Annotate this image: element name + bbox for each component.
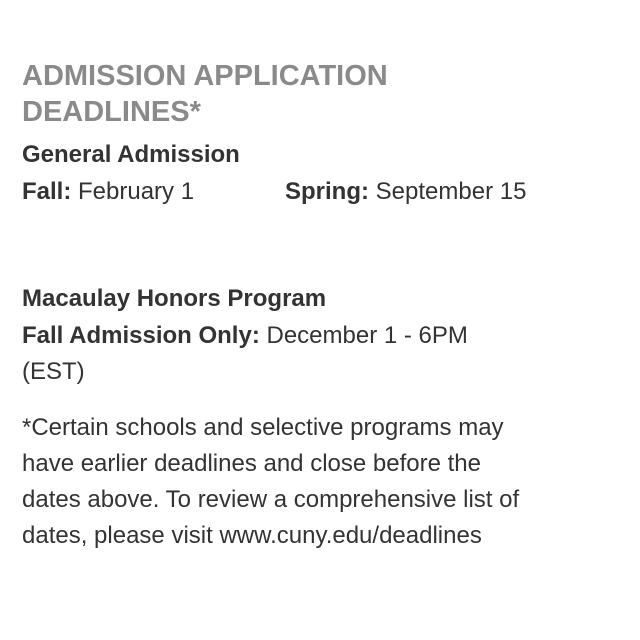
footnote-line: dates above. To review a comprehensive list of: [22, 486, 520, 513]
fall-label: Fall:: [22, 178, 72, 205]
spring-deadline: [285, 174, 526, 210]
honors-program-title: Macaulay Honors Program: [22, 285, 327, 312]
fall-date: February 1: [78, 178, 195, 205]
fall-deadline: [22, 178, 194, 205]
spring-label: Spring:: [285, 178, 369, 205]
general-admission-dates: [22, 174, 527, 210]
honors-timezone: (EST): [22, 358, 85, 385]
footnote-line: have earlier deadlines and close before the: [22, 450, 481, 477]
footnote-line-with-url: dates, please visit www.cuny.edu/deadlines: [22, 522, 482, 549]
honors-label: Fall Admission Only:: [22, 322, 260, 349]
deadline-footnote: [22, 410, 622, 554]
general-admission-title: General Admission: [22, 141, 240, 168]
honors-deadline: [22, 318, 468, 354]
spring-date: September 15: [375, 178, 527, 205]
page-heading: [22, 58, 622, 130]
heading-line-2: DEADLINES*: [22, 96, 201, 128]
honors-date: December 1 - 6PM: [266, 322, 468, 349]
heading-line-1: ADMISSION APPLICATION: [22, 60, 388, 92]
footnote-line: *Certain schools and selective programs may: [22, 414, 504, 441]
